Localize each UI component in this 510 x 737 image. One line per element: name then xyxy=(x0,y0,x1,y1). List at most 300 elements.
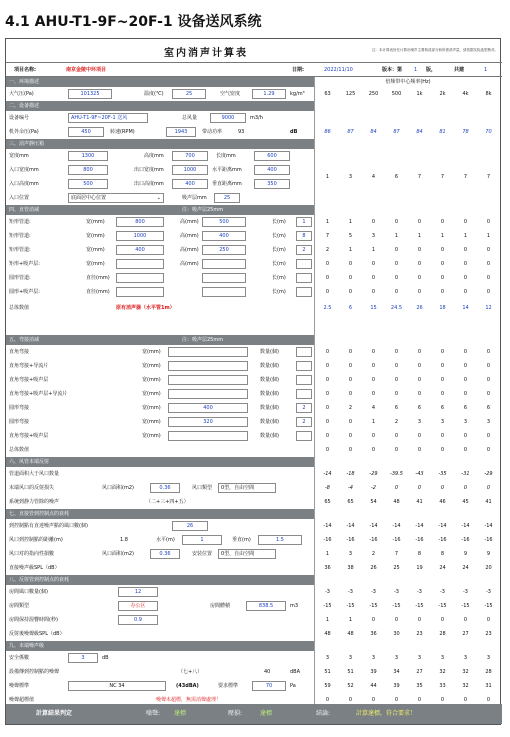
duct-length-input[interactable]: 8 xyxy=(296,231,312,241)
bend-count-input[interactable]: 2 xyxy=(296,403,312,413)
direct-values-2 xyxy=(316,533,502,547)
duct-width-label: 宽(mm) xyxy=(86,261,105,267)
straight-duct-values-cell: 0 xyxy=(440,289,445,295)
safety-factor-unit: dB xyxy=(102,655,109,661)
bend-values-cell: 0 xyxy=(348,349,353,355)
plenum-width-input[interactable]: 1300 xyxy=(68,151,108,161)
reverb-values-4-cell: 23 xyxy=(416,631,423,637)
octave-band-headers xyxy=(316,87,502,101)
requirement-input[interactable]: 70 xyxy=(252,681,286,691)
reflection-values-3-cell: 65 xyxy=(347,499,354,505)
reverb-values-2 xyxy=(316,599,502,613)
reflection-values-1-cell: -18 xyxy=(346,471,355,477)
reverb-values-3-cell: 0 xyxy=(486,617,491,623)
section-reflection: 六、风管末端反射 xyxy=(6,457,314,467)
straight-duct-values-cell: 0 xyxy=(348,261,353,267)
reflection-values-1-cell: -14 xyxy=(323,471,332,477)
lining-input[interactable]: 25 xyxy=(214,193,240,203)
straight-duct-values-cell: 1 xyxy=(325,219,330,225)
straight-duct-values-cell: 1 xyxy=(394,233,399,239)
install-position-select[interactable]: 0型，自由空間 xyxy=(218,549,276,559)
bend-type-label: 圆形弯接 xyxy=(9,405,30,411)
bend-values-cell: 0 xyxy=(463,377,468,383)
device-noise-value: 40 xyxy=(264,669,271,675)
bend-values-cell: 0 xyxy=(440,363,445,369)
bend-values-cell: 0 xyxy=(325,405,330,411)
bend-values-cell: 0 xyxy=(417,433,422,439)
bend-type-label: 直角弯接+导流片 xyxy=(9,363,49,369)
end-values-1-cell: 3 xyxy=(486,655,491,661)
reflection-values-1-cell: -35 xyxy=(438,471,447,477)
density-input[interactable]: 1.29 xyxy=(252,89,286,99)
direct-values-1-cell: -14 xyxy=(346,523,355,529)
direct-values-3-cell: 8 xyxy=(417,551,422,557)
plenum-row-4 xyxy=(6,191,502,205)
straight-duct-values-cell: 0 xyxy=(486,275,491,281)
plenum-length-input[interactable]: 600 xyxy=(254,151,290,161)
plenum-values xyxy=(316,163,502,191)
vertical-distance-input[interactable]: 350 xyxy=(254,179,290,189)
end-values-4-cell: 0 xyxy=(486,697,491,703)
pressure-input[interactable]: 101325 xyxy=(68,89,112,99)
duct-width-input[interactable] xyxy=(116,259,164,269)
reflection-values-2-cell: -4 xyxy=(348,485,353,491)
sheet-title-bar xyxy=(6,39,502,63)
straight-duct-values-cell: 2 xyxy=(325,247,330,253)
end-values-1-cell: 3 xyxy=(325,655,330,661)
plenum-value-cell: 7 xyxy=(463,174,468,180)
straight-duct-values-cell: 1 xyxy=(417,233,422,239)
end-values-1 xyxy=(316,651,502,665)
outlet-height-input[interactable]: 400 xyxy=(172,179,208,189)
direct-values-4-cell: 25 xyxy=(393,565,400,571)
reflection-values-2-cell: 0 xyxy=(394,485,399,491)
safety-factor-input[interactable]: 3 xyxy=(68,653,98,663)
bend-values-cell: 0 xyxy=(348,433,353,439)
section-end-level: 九、末端噪声级 xyxy=(6,641,314,651)
reverb-values-1-cell: -3 xyxy=(463,589,468,595)
reverb-values-2-cell: -15 xyxy=(323,603,332,609)
external-pressure-input[interactable]: 450 xyxy=(68,127,104,137)
reflection-values-2 xyxy=(316,481,502,495)
airflow-unit: m3/h xyxy=(250,115,263,121)
direct-values-2-cell: -16 xyxy=(438,537,447,543)
project-name-value[interactable]: 南京金陵中环项目 xyxy=(66,67,107,73)
density-label: 空气密度 xyxy=(220,91,241,97)
duct-height-input[interactable]: 250 xyxy=(202,245,246,255)
inlet-height-input[interactable]: 500 xyxy=(68,179,108,189)
duct-width-input[interactable]: 1000 xyxy=(116,231,164,241)
inlet-width-input[interactable]: 800 xyxy=(68,165,108,175)
bend-count-label: 数量(個) xyxy=(260,419,279,425)
reflection-values-3-cell: 46 xyxy=(439,499,446,505)
bend-values-cell: 0 xyxy=(486,349,491,355)
end-values-2 xyxy=(316,665,502,679)
straight-duct-values-cell: 1 xyxy=(486,233,491,239)
airflow-label: 总风量 xyxy=(182,115,198,121)
device-spectrum-row-cell: 84 xyxy=(416,129,423,135)
straight-duct-values-cell: 0 xyxy=(394,289,399,295)
end-values-3-cell: 39 xyxy=(393,683,400,689)
device-spectrum-row xyxy=(316,125,502,139)
reverb-values-1-cell: -3 xyxy=(440,589,445,595)
end-values-4-cell: 0 xyxy=(440,697,445,703)
straight-total-note: 原有消声器（水平管1m） xyxy=(116,305,175,311)
reflection-values-1-cell: -31 xyxy=(461,471,470,477)
bend-values-cell: 0 xyxy=(394,433,399,439)
bend-values-cell: 2 xyxy=(348,405,353,411)
plenum-value-cell: 7 xyxy=(440,174,445,180)
bend-values xyxy=(316,401,502,415)
vertical-input[interactable]: 1.5 xyxy=(258,535,302,545)
reflection-label-2: 末端风口的反射损失 xyxy=(9,485,55,491)
bend-values-cell: 4 xyxy=(371,405,376,411)
direct-values-3-cell: 1 xyxy=(325,551,330,557)
bend-total-cell: 0 xyxy=(463,447,468,453)
duct-width-input[interactable] xyxy=(116,273,164,283)
direct-values-1-cell: -14 xyxy=(392,523,401,529)
duct-length-input[interactable]: 2 xyxy=(296,245,312,255)
end-values-3-cell: 32 xyxy=(462,683,469,689)
end-values-2-cell: 34 xyxy=(393,669,400,675)
straight-duct-values-cell: 0 xyxy=(463,247,468,253)
end-values-2-cell: 51 xyxy=(324,669,331,675)
plenum-height-label: 高度mm xyxy=(144,153,164,159)
end-values-2-cell: 51 xyxy=(347,669,354,675)
straight-duct-values-cell: 0 xyxy=(440,261,445,267)
bend-width-input[interactable]: 400 xyxy=(168,403,248,413)
plenum-value-cell: 4 xyxy=(371,174,376,180)
end-values-4-cell: 0 xyxy=(325,697,330,703)
bend-width-label: 宽(mm) xyxy=(142,391,161,397)
direct-values-2-cell: -16 xyxy=(346,537,355,543)
plenum-length-label: 长度mm xyxy=(216,153,236,159)
outlet-area-input[interactable]: 0.36 xyxy=(150,483,180,493)
end-values-2-cell: 28 xyxy=(485,669,492,675)
duct-width-label: 直径(mm) xyxy=(86,275,110,281)
noise-standard-dba: (43dBA) xyxy=(176,683,199,689)
reverb-time-label: 房間保持混響時間(秒) xyxy=(9,617,58,623)
straight-duct-values-cell: 0 xyxy=(348,289,353,295)
direct-outlet-count-label: 到控制點有直達噪声點的風口數(個) xyxy=(9,523,88,529)
room-outlets-label: 房間風口數量(個) xyxy=(9,589,48,595)
bend-values-cell: 1 xyxy=(371,419,376,425)
room-type-input[interactable]: 办公区 xyxy=(118,601,158,611)
straight-duct-values-cell: 0 xyxy=(394,247,399,253)
noise-standard-select[interactable]: NC 34 xyxy=(68,681,166,691)
direct-values-3-cell: 3 xyxy=(348,551,353,557)
direct-values-3-cell: 9 xyxy=(463,551,468,557)
bend-values-cell: 0 xyxy=(325,391,330,397)
reflection-values-3 xyxy=(316,495,502,509)
outlet-type-select[interactable]: 0型，自由空間 xyxy=(218,483,276,493)
reverb-values-4-cell: 36 xyxy=(370,631,377,637)
room-volume-input[interactable]: 838.5 xyxy=(246,601,286,611)
end-values-3-cell: 35 xyxy=(416,683,423,689)
reverb-time-input[interactable]: 0.9 xyxy=(118,615,158,625)
bend-values-cell: 0 xyxy=(371,391,376,397)
reflection-label-1: 管道面积大于风口数量 xyxy=(9,471,60,477)
end-values-3 xyxy=(316,679,502,693)
bend-type-label: 圆形弯接 xyxy=(9,419,30,425)
straight-duct-values-cell: 1 xyxy=(440,233,445,239)
airflow-input[interactable]: 9000 xyxy=(210,113,246,123)
reverb-values-3-cell: 0 xyxy=(417,617,422,623)
plenum-value-cell: 6 xyxy=(394,174,399,180)
straight-duct-values-cell: 0 xyxy=(486,289,491,295)
reverb-values-1-cell: -3 xyxy=(394,589,399,595)
external-pressure-label: 机外余压(Pa) xyxy=(9,129,39,135)
pressure-result: 達標 xyxy=(260,710,273,717)
power-value: 93 xyxy=(238,129,245,135)
bend-width-label: 宽(mm) xyxy=(142,419,161,425)
straight-total-label: 总体数值 xyxy=(9,305,30,311)
duct-type-label: 圆形+吸声层: xyxy=(9,289,40,295)
reverb-values-3-cell: 1 xyxy=(348,617,353,623)
straight-duct-values-cell: 0 xyxy=(371,289,376,295)
inlet-position-select[interactable] xyxy=(68,193,164,203)
bend-values-cell: 6 xyxy=(463,405,468,411)
bend-width-input[interactable] xyxy=(168,361,248,371)
direct-values-3-cell: 9 xyxy=(486,551,491,557)
direct-values-3-cell: 7 xyxy=(394,551,399,557)
bend-values-cell: 6 xyxy=(417,405,422,411)
octave-band-label: 250 xyxy=(368,91,379,97)
speed-input[interactable]: 1943 xyxy=(166,127,196,137)
section-bends-title: 五、弯接消减 xyxy=(9,337,40,343)
outlet-area-label: 风口面积(m2) xyxy=(102,485,134,491)
direct-distance-value: 1.8 xyxy=(120,537,128,543)
duct-width-input[interactable]: 800 xyxy=(116,217,164,227)
duct-height-input[interactable] xyxy=(202,259,246,269)
bend-width-input[interactable] xyxy=(168,431,248,441)
bend-values-cell: 0 xyxy=(463,391,468,397)
reflection-values-3-cell: 41 xyxy=(416,499,423,505)
bend-type-label: 直角弯接+吸声层 xyxy=(9,433,49,439)
straight-duct-values-cell: 0 xyxy=(486,261,491,267)
bend-values-cell: 0 xyxy=(371,363,376,369)
straight-duct-values xyxy=(316,271,502,285)
duct-type-label: 圆形管道: xyxy=(9,275,31,281)
temperature-input[interactable]: 25 xyxy=(172,89,206,99)
directivity-label: 风口对的指向性損數 xyxy=(9,551,55,557)
direct-values-1-cell: -14 xyxy=(369,523,378,529)
straight-duct-values-cell: 0 xyxy=(394,275,399,281)
reflection-values-1 xyxy=(316,467,502,481)
duct-length-input[interactable] xyxy=(296,287,312,297)
conclusion-label: 結論: xyxy=(316,710,331,717)
direct-distance-label: 风口到控制點的距離(m) xyxy=(9,537,63,543)
reverb-values-1 xyxy=(316,585,502,599)
requirement-unit: Pa xyxy=(290,683,296,689)
bend-values-cell: 0 xyxy=(325,363,330,369)
lining-label: 吸声层mm xyxy=(182,195,207,201)
bend-count-input[interactable] xyxy=(296,389,312,399)
outlet-type-label: 风口類型 xyxy=(192,485,213,491)
bend-count-input[interactable] xyxy=(296,347,312,357)
straight-duct-values-cell: 0 xyxy=(463,219,468,225)
horizontal-label: 水平(m) xyxy=(156,537,175,543)
duct-width-input[interactable]: 400 xyxy=(116,245,164,255)
straight-duct-values-cell: 0 xyxy=(463,261,468,267)
pressure-result-label: 壓損: xyxy=(228,710,243,717)
duct-type-label: 矩形+吸声层: xyxy=(9,261,40,267)
straight-duct-values-cell: 0 xyxy=(463,289,468,295)
bend-values-cell: 3 xyxy=(463,419,468,425)
device-model-input[interactable]: AHU-T1-9F~20F-1 送风 xyxy=(68,113,148,123)
bend-values-cell: 0 xyxy=(394,377,399,383)
end-values-2-cell: 27 xyxy=(416,669,423,675)
duct-width-input[interactable] xyxy=(116,287,164,297)
reverb-values-3 xyxy=(316,613,502,627)
duct-height-input[interactable]: 400 xyxy=(202,231,246,241)
horizontal-input[interactable]: 1 xyxy=(182,535,222,545)
version-label: 版本：第 xyxy=(382,67,403,73)
reflection-values-1-cell: -43 xyxy=(415,471,424,477)
reflection-values-1-cell: -39.5 xyxy=(390,471,403,477)
room-outlets-input[interactable]: 12 xyxy=(118,587,158,597)
bend-values-cell: 3 xyxy=(417,419,422,425)
project-name-label: 项目名称: xyxy=(14,67,36,73)
plenum-height-input[interactable]: 700 xyxy=(172,151,208,161)
bend-values-cell: 0 xyxy=(463,349,468,355)
end-values-1-cell: 3 xyxy=(394,655,399,661)
device-spectrum-row-cell: 70 xyxy=(485,129,492,135)
page-value[interactable]: 1 xyxy=(484,67,488,73)
bend-values-cell: 0 xyxy=(417,391,422,397)
straight-duct-values-cell: 0 xyxy=(440,247,445,253)
straight-duct-total-cell: 2.5 xyxy=(323,305,332,311)
octave-band-label: 500 xyxy=(391,91,402,97)
bend-width-input[interactable]: 320 xyxy=(168,417,248,427)
reflection-values-2-cell: 0 xyxy=(486,485,491,491)
duct-length-label: 长(m) xyxy=(272,233,286,239)
duct-type-label: 矩形管道: xyxy=(9,247,31,253)
inlet-width-label: 入口宽度mm xyxy=(9,167,39,173)
bend-count-input[interactable] xyxy=(296,431,312,441)
directivity-area-input[interactable]: 0.36 xyxy=(150,549,180,559)
bend-total-cell: 0 xyxy=(394,447,399,453)
straight-duct-total-cell: 26 xyxy=(416,305,423,311)
straight-duct-total-cell: 15 xyxy=(370,305,377,311)
direct-values-4-cell: 19 xyxy=(416,565,423,571)
duct-length-input[interactable]: 1 xyxy=(296,217,312,227)
end-values-3-cell: 52 xyxy=(347,683,354,689)
section-reverb: 八、反射管到控制点的衰耗 xyxy=(6,575,314,585)
end-values-2-cell: 32 xyxy=(462,669,469,675)
duct-length-input[interactable] xyxy=(296,273,312,283)
reflection-values-2-cell: -2 xyxy=(371,485,376,491)
reflection-values-1-cell: -29 xyxy=(484,471,493,477)
end-values-4-cell: 0 xyxy=(417,697,422,703)
bend-values-cell: 3 xyxy=(486,419,491,425)
bend-values xyxy=(316,345,502,359)
device-spectrum-row-cell: 87 xyxy=(347,129,354,135)
reverb-values-4-cell: 48 xyxy=(324,631,331,637)
bend-count-input[interactable] xyxy=(296,375,312,385)
end-values-4-cell: 0 xyxy=(348,697,353,703)
bend-width-input[interactable] xyxy=(168,389,248,399)
duct-type-label: 矩形管道: xyxy=(9,219,31,225)
straight-duct-values-cell: 0 xyxy=(417,219,422,225)
direct-values-1-cell: -14 xyxy=(415,523,424,529)
bend-count-label: 数量(個) xyxy=(260,391,279,397)
exceed-label: 噪聲超標值 xyxy=(9,697,35,703)
straight-duct-values-cell: 0 xyxy=(394,219,399,225)
chevron-down-icon: ⌄ xyxy=(156,195,161,201)
date-value[interactable]: 2022/11/10 xyxy=(324,67,353,73)
reverb-values-4-cell: 28 xyxy=(439,631,446,637)
duct-length-label: 长(m) xyxy=(272,261,286,267)
bend-width-input[interactable] xyxy=(168,375,248,385)
straight-duct-values-cell: 0 xyxy=(325,289,330,295)
bend-values xyxy=(316,373,502,387)
power-unit: dB xyxy=(290,129,298,135)
reverb-values-3-cell: 0 xyxy=(371,617,376,623)
device-spectrum-row-cell: 81 xyxy=(439,129,446,135)
temperature-label: 温度(℃) xyxy=(144,91,164,97)
version-value[interactable]: 1 xyxy=(414,67,418,73)
noise-standard-label: 噪聲標準 xyxy=(9,683,30,689)
reflection-values-3-cell: 54 xyxy=(370,499,377,505)
bend-total-label: 总体数值 xyxy=(9,447,30,453)
duct-height-input[interactable] xyxy=(202,287,246,297)
bend-values-cell: 0 xyxy=(486,433,491,439)
straight-duct-total-cell: 24.5 xyxy=(390,305,403,311)
direct-values-1-cell: -14 xyxy=(484,523,493,529)
directivity-area-label: 风口面积(m2) xyxy=(102,551,134,557)
plenum-value-cell: 1 xyxy=(325,174,330,180)
bend-values-cell: 0 xyxy=(463,433,468,439)
straight-duct-values xyxy=(316,257,502,271)
octave-band-label: 125 xyxy=(345,91,356,97)
bend-width-input[interactable] xyxy=(168,347,248,357)
straight-duct-total-cell: 18 xyxy=(439,305,446,311)
horizontal-distance-input[interactable]: 400 xyxy=(254,165,290,175)
straight-duct-values-cell: 0 xyxy=(371,275,376,281)
straight-duct-values xyxy=(316,243,502,257)
bend-count-label: 数量(個) xyxy=(260,433,279,439)
direct-outlet-count-input[interactable]: 26 xyxy=(172,521,208,531)
bend-values xyxy=(316,387,502,401)
bend-count-input[interactable] xyxy=(296,361,312,371)
section-environment: 一、环境描述 xyxy=(6,77,314,87)
reverb-values-3-cell: 1 xyxy=(325,617,330,623)
room-volume-unit: m3 xyxy=(290,603,299,609)
duct-height-input[interactable]: 500 xyxy=(202,217,246,227)
bend-values-cell: 2 xyxy=(394,419,399,425)
bend-count-input[interactable]: 2 xyxy=(296,417,312,427)
bend-values-cell: 0 xyxy=(394,363,399,369)
duct-height-input[interactable] xyxy=(202,273,246,283)
end-values-1-cell: 3 xyxy=(417,655,422,661)
bend-values-cell: 0 xyxy=(417,363,422,369)
bend-count-label: 数量(個) xyxy=(260,349,279,355)
bend-values-cell: 0 xyxy=(371,349,376,355)
bend-values-cell: 0 xyxy=(394,349,399,355)
straight-duct-values-cell: 0 xyxy=(486,219,491,225)
reflection-values-2-cell: 0 xyxy=(463,485,468,491)
bend-type-label: 直角弯接+吸声层 xyxy=(9,377,49,383)
reflection-values-3-cell: 41 xyxy=(485,499,492,505)
outlet-width-input[interactable]: 1000 xyxy=(172,165,208,175)
reverb-values-2-cell: -15 xyxy=(461,603,470,609)
bend-values-cell: 6 xyxy=(394,405,399,411)
straight-duct-values-cell: 0 xyxy=(348,275,353,281)
bend-values-cell: 0 xyxy=(440,377,445,383)
bend-values-cell: 0 xyxy=(325,349,330,355)
duct-length-input[interactable] xyxy=(296,259,312,269)
